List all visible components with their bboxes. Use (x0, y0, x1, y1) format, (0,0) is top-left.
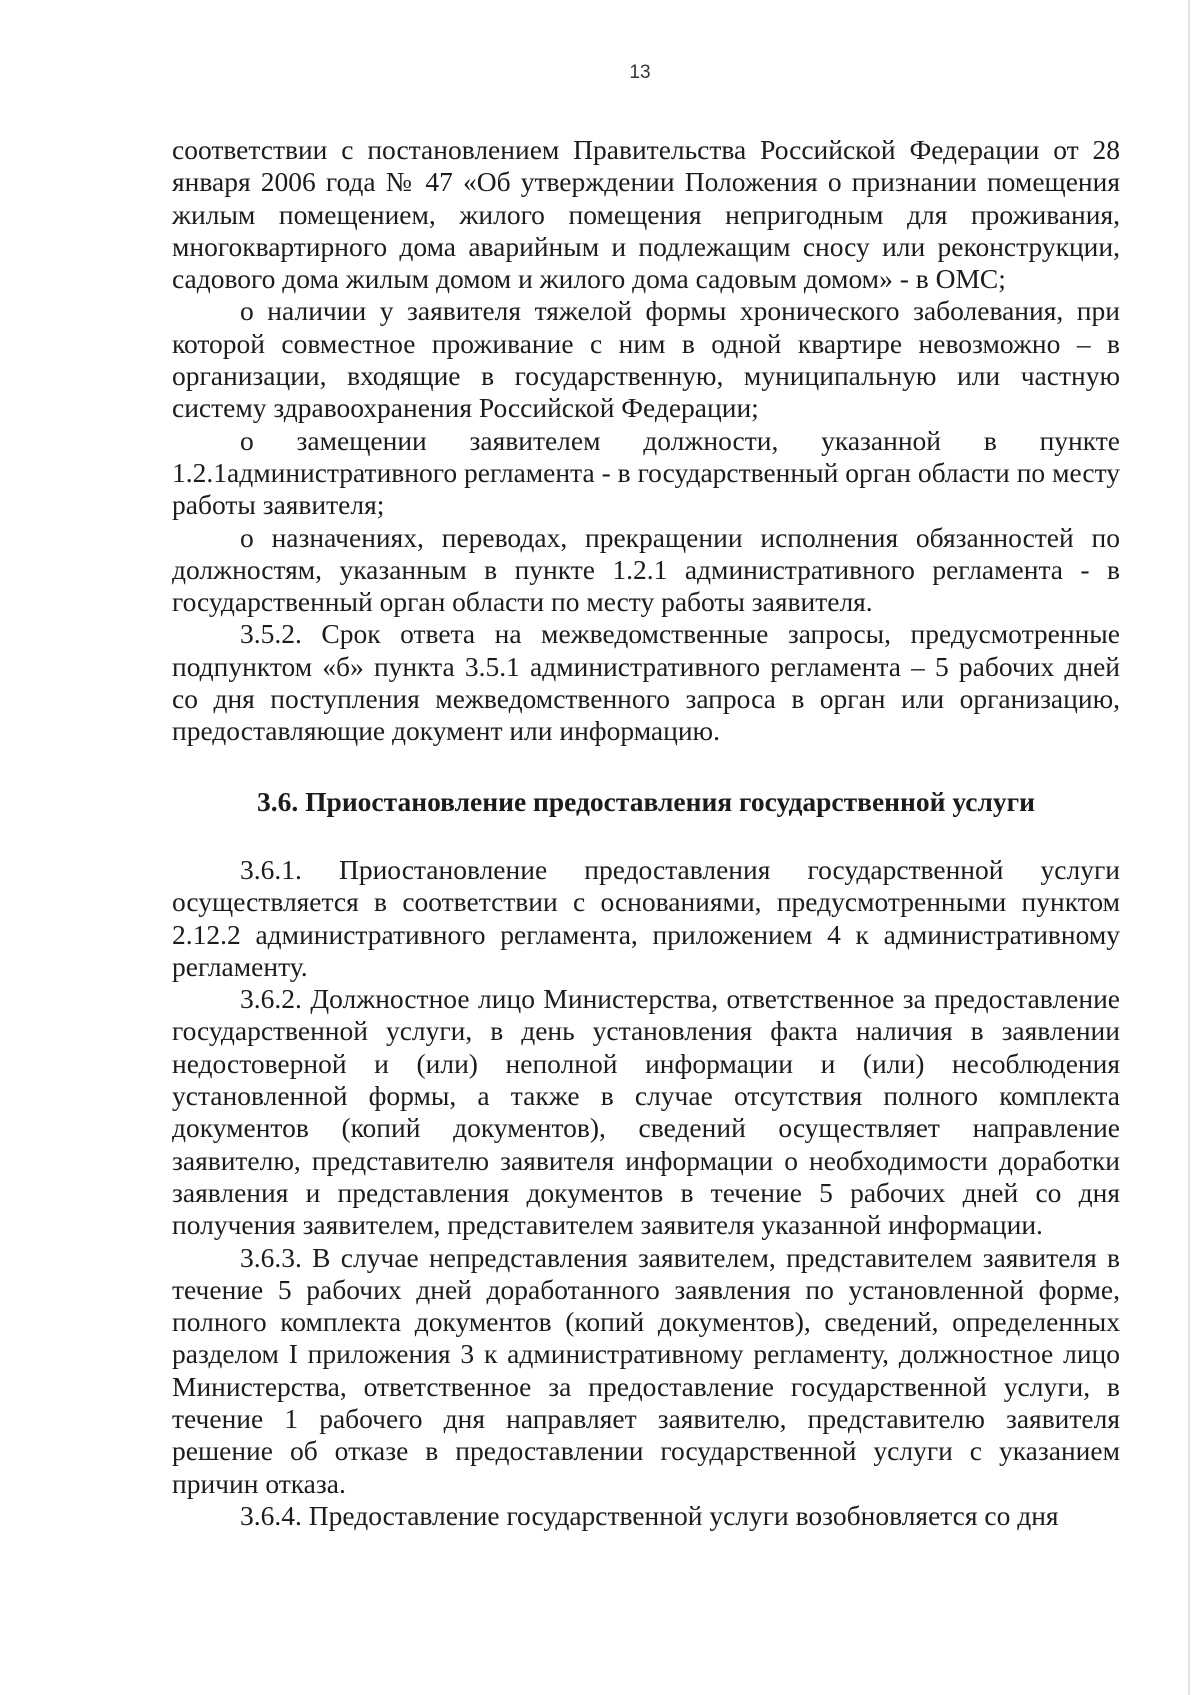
paragraph: о назначениях, переводах, прекращении исполнения обязанностей по должностям, указанным в пункте 1.2.1 административного регламента - в государственный орган области по месту работы заявителя. (172, 521, 1120, 618)
scan-edge-line (1188, 0, 1190, 1695)
document-body (172, 134, 1120, 1532)
paragraph: соответствии с постановлением Правительства Российской Федерации от 28 января 2006 года № 47 «Об утверждении Положения о признании помещения жилым помещением, жилого помещения непригодным для проживания, многоквартирного дома аварийным и подлежащим сносу или реконструкции, садового дома жилым домом и жилого дома садовым домом» - в ОМС; (172, 134, 1120, 295)
paragraph: о замещении заявителем должности, указанной в пункте 1.2.1административного регламента - в государственный орган области по месту работы заявителя; (172, 424, 1120, 521)
paragraph: 3.6.3. В случае непредставления заявителем, представителем заявителя в течение 5 рабочих дней доработанного заявления по установленной форме, полного комплекта документов (копий документов), сведений, определенных разделом I приложения 3 к административному регламенту, должностное лицо Министерства, ответственное за предоставление государственной услуги, в течение 1 рабочего дня направляет заявителю, представителю заявителя решение об отказе в предоставлении государственной услуги с указанием причин отказа. (172, 1241, 1120, 1499)
paragraph: 3.5.2. Срок ответа на межведомственные запросы, предусмотренные подпунктом «б» пункта 3.5.1 административного регламента – 5 рабочих дней со дня поступления межведомственного запроса в орган или организацию, предоставляющие документ или информацию. (172, 618, 1120, 747)
paragraph: 3.6.1. Приостановление предоставления государственной услуги осуществляется в соответствии с основаниями, предусмотренными пунктом 2.12.2 административного регламента, приложением 4 к административному регламенту. (172, 853, 1120, 982)
paragraph: 3.6.4. Предоставление государственной услуги возобновляется со дня (240, 1499, 1059, 1531)
paragraph: о наличии у заявителя тяжелой формы хронического заболевания, при которой совместное проживание с ним в одной квартире невозможно – в организации, входящие в государственную, муниципальную или частную систему здравоохранения Российской Федерации; (172, 295, 1120, 424)
paragraph: 3.6.2. Должностное лицо Министерства, ответственное за предоставление государственной услуги, в день установления факта наличия в заявлении недостоверной и (или) неполной информации и (или) несоблюдения установленной формы, а также в случае отсутствия полного комплекта документов (копий документов), сведений осуществляет направление заявителю, представителю заявителя информации о необходимости доработки заявления и представления документов в течение 5 рабочих дней со дня получения заявителем, представителем заявителя указанной информации. (172, 983, 1120, 1241)
section-heading: 3.6. Приостановление предоставления государственной услуги (257, 785, 1035, 817)
page-number: 13 (629, 62, 651, 83)
